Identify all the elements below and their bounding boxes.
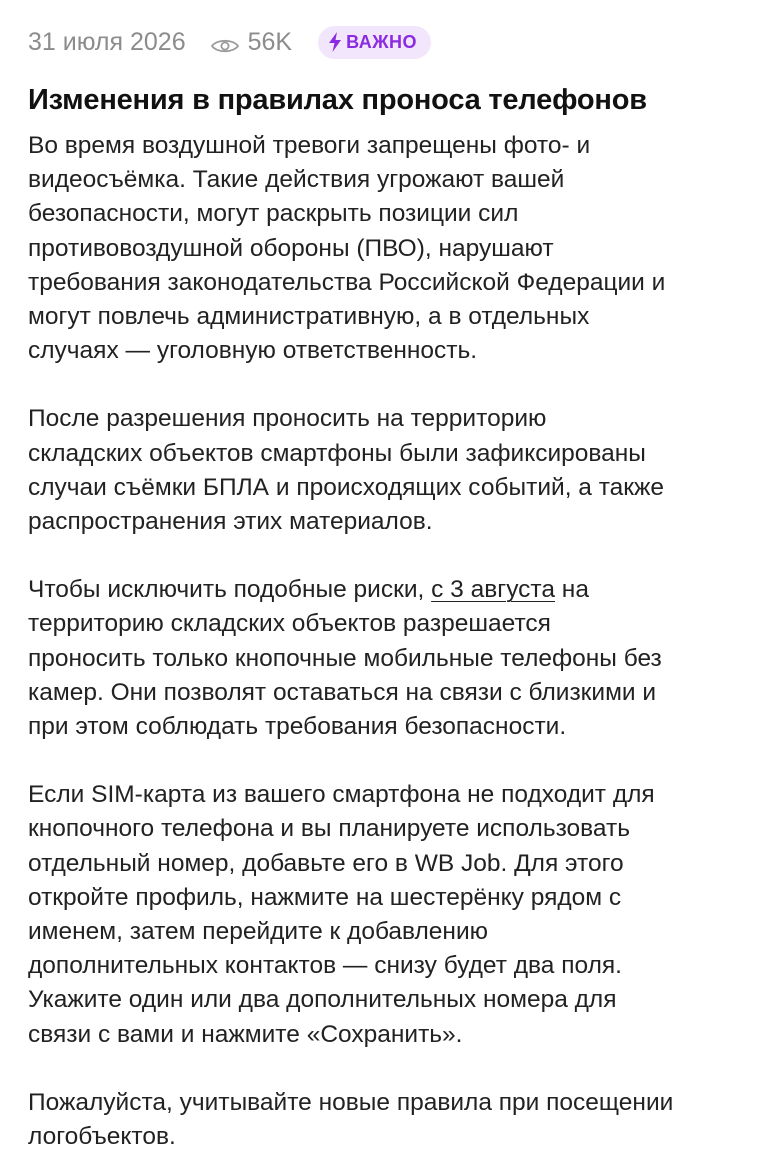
paragraph-4 <box>28 778 758 1052</box>
text-line: безопасности, могут раскрыть позиции сил <box>28 200 519 228</box>
text-line: случаи съёмки БПЛА и происходящих событий, а также <box>28 473 665 501</box>
text-segment: Чтобы исключить подобные риски, <box>28 576 432 604</box>
paragraph-2 <box>28 402 758 539</box>
text-line: противовоздушной обороны (ПВО), нарушают <box>28 234 554 262</box>
text-segment: на <box>555 576 589 604</box>
text-line: случаях — уголовную ответственность. <box>28 337 478 365</box>
paragraph-1 <box>28 129 758 368</box>
lightning-icon <box>328 32 342 52</box>
paragraph-3 <box>28 573 758 744</box>
text-line: кнопочного телефона и вы планируете использовать <box>28 815 630 843</box>
article-title: Изменения в правилах проноса телефонов <box>28 84 647 116</box>
badge-label: ВАЖНО <box>346 31 417 52</box>
text-line: Во время воздушной тревоги запрещены фото- и <box>28 132 591 159</box>
text-line: видеосъёмка. Такие действия угрожают вашей <box>28 166 565 194</box>
text-line: Пожалуйста, учитывайте новые правила при посещении <box>28 1088 674 1116</box>
text-line: связи с вами и нажмите «Сохранить». <box>28 1020 463 1048</box>
text-line: Укажите один или два дополнительных номера для <box>28 986 617 1014</box>
text-line: при этом соблюдать требования безопасности. <box>28 713 567 741</box>
text-line: отдельный номер, добавьте его в WB Job. Для этого <box>28 849 624 877</box>
text-line: требования законодательства Российской Федерации и <box>28 268 666 296</box>
text-line: логобъектов. <box>28 1123 176 1151</box>
important-badge <box>318 26 431 59</box>
text-line <box>28 573 758 607</box>
text-line: могут повлечь административную, а в отдельных <box>28 303 590 331</box>
paragraph-5 <box>28 1086 758 1154</box>
text-line: именем, затем перейдите к добавлению <box>28 918 489 946</box>
eye-icon <box>210 33 240 51</box>
text-line: складских объектов смартфоны были зафиксированы <box>28 439 646 467</box>
text-line: территорию складских объектов разрешается <box>28 610 551 638</box>
text-line: дополнительных контактов — снизу будет два поля. <box>28 952 622 980</box>
publish-date: 31 июля 2026 <box>28 27 186 56</box>
text-line: После разрешения проносить на территорию <box>28 405 547 433</box>
text-line: распространения этих материалов. <box>28 508 433 536</box>
article-meta <box>28 22 758 62</box>
text-line: камер. Они позволят оставаться на связи с близкими и <box>28 678 657 706</box>
text-line: откройте профиль, нажмите на шестерёнку рядом с <box>28 883 622 911</box>
text-line: Если SIM-карта из вашего смартфона не подходит для <box>28 781 655 809</box>
view-count: 56K <box>247 27 293 56</box>
date-link[interactable]: с 3 августа <box>431 576 555 604</box>
text-line: проносить только кнопочные мобильные телефоны без <box>28 644 662 672</box>
